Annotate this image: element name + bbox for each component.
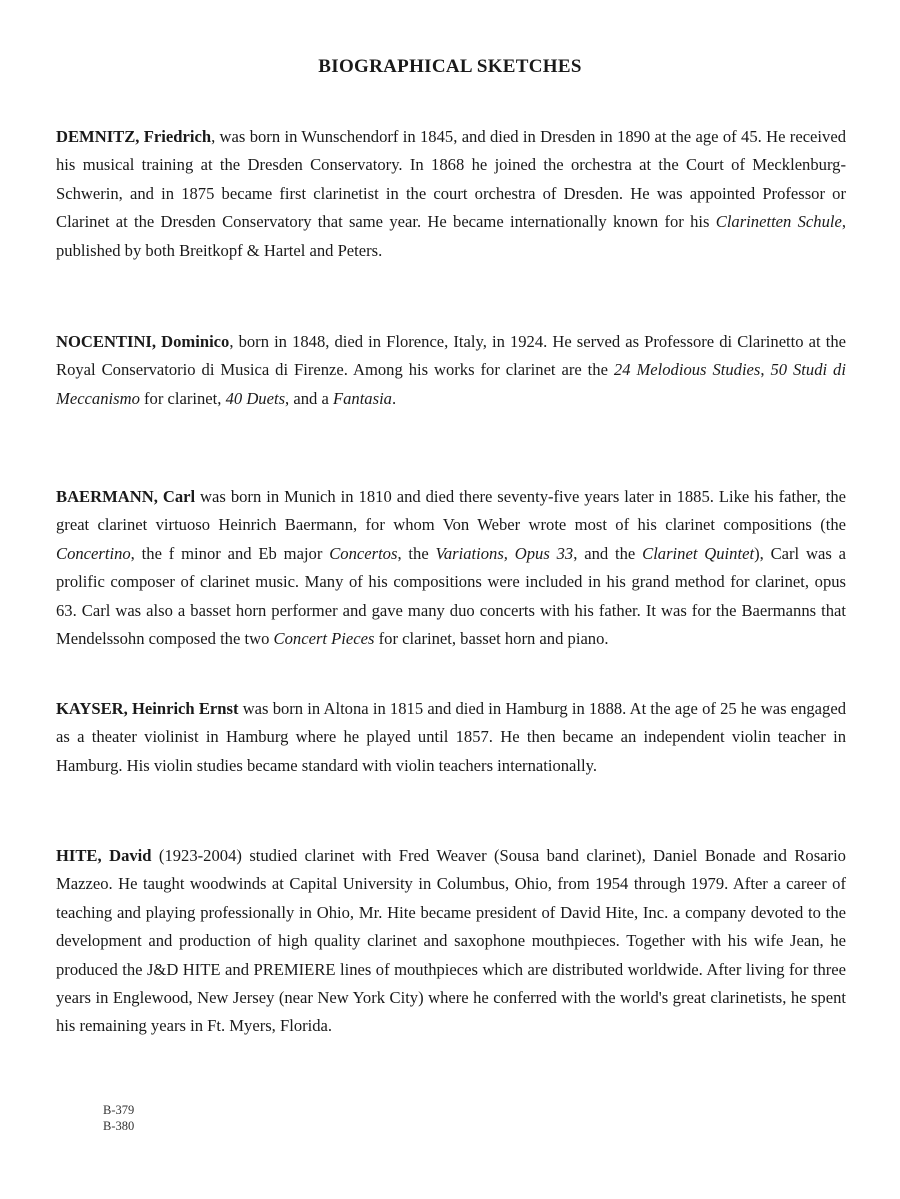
bio-entry-baermann [56, 483, 846, 653]
bio-work-title: 24 Melodious Studies [613, 360, 761, 380]
bio-text: was born in Altona in 1815 and died in Hamburg in 1888. At the age of 25 he was engaged as a theater violinist in Hamburg where he played until 1857. He then became an independent violin teacher in Hamburg. His violin studies became standard with violin teachers internationally. [56, 699, 847, 775]
bio-text: , the f minor and Eb major [130, 543, 330, 563]
bio-text: , published by both Breitkopf & Hartel and Peters. [56, 212, 847, 260]
catalog-code: B-380 [103, 1119, 135, 1133]
bio-work-title: Clarinetten Schule [715, 212, 842, 232]
bio-entry-demnitz [56, 123, 846, 265]
catalog-code: B-379 [103, 1103, 135, 1117]
bio-work-title: Variations, Opus 33 [435, 543, 574, 563]
bio-name: HITE, David [56, 846, 152, 865]
bio-name: NOCENTINI, Dominico [56, 332, 230, 351]
bio-name: BAERMANN, Carl [56, 487, 196, 506]
page-title: BIOGRAPHICAL SKETCHES [318, 56, 582, 77]
bio-name: DEMNITZ, Friedrich [56, 127, 212, 146]
bio-text: for clarinet, [139, 388, 226, 408]
bio-text: . [391, 388, 397, 408]
bio-text: , [760, 360, 771, 380]
bio-work-title: 50 Studi di Meccanismo [56, 360, 846, 408]
bio-text: , the [397, 543, 436, 563]
bio-text: for clarinet, basset horn and piano. [374, 629, 609, 649]
bio-entry-kayser [56, 695, 846, 780]
bio-text: (1923-2004) studied clarinet with Fred Weaver (Sousa band clarinet), Daniel Bonade and Rosario Mazzeo. He taught woodwinds at Capital University in Columbus, Ohio, from 1954 through 1979. After a career of teaching and playing professionally in Ohio, Mr. Hite became president of David Hite, Inc. a company devoted to the development and production of high quality clarinet and saxophone mouthpieces. Together with his wife Jean, he produced the J&D HITE and PREMIERE lines of mouthpieces which are distributed worldwide. After living for three years in Englewood, New Jersey (near New York City) where he conferred with the world's great clarinetists, he spent his remaining years in Ft. Myers, Florida. [56, 846, 846, 1036]
bio-entry-nocentini [56, 328, 846, 413]
bio-work-title: Fantasia [332, 388, 392, 408]
bio-text: ), Carl was a prolific composer of clarinet music. Many of his compositions were included in his grand method for clarinet, opus 63. Carl was also a basset horn performer and gave many duo concerts with his father. It was for the Baermanns that Mendelssohn composed the two [56, 543, 846, 649]
bio-text: , and the [573, 543, 643, 563]
bio-work-title: 40 Duets [225, 388, 286, 408]
bio-text: , and a [285, 388, 333, 408]
bio-work-title: Clarinet Quintet [642, 543, 755, 563]
bio-name: KAYSER, Heinrich Ernst [56, 699, 239, 718]
bio-text: was born in Munich in 1810 and died there seventy-five years later in 1885. Like his father, the great clarinet virtuoso Heinrich Baermann, for whom Von Weber wrote most of his clarinet compositions (the [56, 487, 846, 535]
bio-entry-hite [56, 842, 846, 1041]
bio-text: , born in 1848, died in Florence, Italy, in 1924. He served as Professore di Clarinetto at the Royal Conservatorio di Musica di Firenze. Among his works for clarinet are the [56, 332, 846, 380]
bio-text: , was born in Wunschendorf in 1845, and died in Dresden in 1890 at the age of 45. He received his musical training at the Dresden Conservatory. In 1868 he joined the orchestra at the Court of Mecklenburg-Schwerin, and in 1875 became first clarinetist in the court orchestra of Dresden. He was appointed Professor or Clarinet at the Dresden Conservatory that same year. He became internationally known for his [56, 127, 846, 232]
bio-work-title: Concertino [56, 543, 131, 563]
bio-work-title: Concertos [329, 543, 398, 563]
bio-work-title: Concert Pieces [273, 629, 375, 649]
catalog-codes [103, 1102, 134, 1134]
